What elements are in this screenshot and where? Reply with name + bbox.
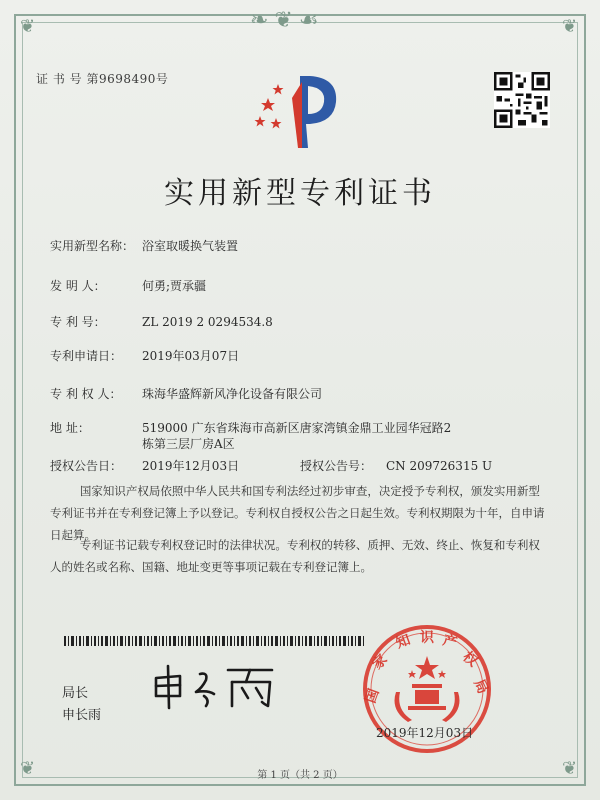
svg-text:权: 权 bbox=[459, 648, 481, 671]
field-label: 地 址： bbox=[50, 421, 90, 435]
field-row-address bbox=[50, 420, 451, 436]
top-ornament-icon: ❧❦☙ bbox=[250, 8, 325, 33]
svg-text:局: 局 bbox=[470, 676, 491, 697]
field-value: 珠海华盛辉新风净化设备有限公司 bbox=[142, 387, 323, 401]
field-row-name bbox=[50, 238, 238, 254]
svg-text:识: 识 bbox=[420, 630, 434, 646]
svg-text:国: 国 bbox=[362, 686, 383, 706]
field-value: 519000 广东省珠海市高新区唐家湾镇金鼎工业园华冠路2 bbox=[142, 421, 452, 435]
barcode-icon bbox=[64, 636, 364, 646]
seal-date: 2019年12月03日 bbox=[376, 726, 474, 740]
field-label: 专利申请日： bbox=[50, 349, 123, 363]
svg-text:知: 知 bbox=[393, 631, 413, 652]
field-row-grant-number bbox=[300, 458, 492, 474]
field-label: 发 明 人： bbox=[50, 279, 106, 293]
field-label: 实用新型名称： bbox=[50, 239, 135, 253]
page-footer: 第 1 页（共 2 页） bbox=[257, 770, 343, 781]
field-value: ZL 2019 2 0294534.8 bbox=[142, 315, 273, 329]
director-name: 申长雨 bbox=[62, 708, 102, 723]
field-label: 专 利 号： bbox=[50, 315, 106, 329]
certificate-number: 证 书 号 第9698490号 bbox=[36, 72, 169, 86]
qr-code-icon bbox=[494, 72, 550, 128]
cnipa-logo-icon bbox=[248, 68, 348, 152]
field-row-patent-number bbox=[50, 314, 273, 330]
statement-paragraph-2: 专利证书记载专利权登记时的法律状况。专利权的转移、质押、无效、终止、恢复和专利权人的姓名或名称、国籍、地址变更等事项记载在专利登记簿上。 bbox=[50, 538, 540, 574]
svg-text:家: 家 bbox=[369, 651, 391, 673]
corner-ornament-icon: ❦ bbox=[20, 758, 36, 779]
field-value: 栋第三层厂房A区 bbox=[142, 437, 235, 451]
corner-ornament-icon: ❦ bbox=[20, 16, 36, 37]
field-row-patentee bbox=[50, 386, 322, 402]
field-row-inventors bbox=[50, 278, 206, 294]
statement-paragraph-1: 国家知识产权局依照中华人民共和国专利法经过初步审查，决定授予专利权，颁发实用新型专利证书并在专利登记簿上予以登记。专利权自授权公告之日起生效。专利权期限为十年，自申请日起算。 bbox=[50, 484, 545, 542]
page-title: 实用新型专利证书 bbox=[164, 176, 436, 211]
field-row-address-cont bbox=[142, 436, 235, 452]
svg-text:产: 产 bbox=[440, 632, 459, 652]
field-value: 何勇;贾承疆 bbox=[142, 279, 207, 293]
field-value: 浴室取暖换气装置 bbox=[142, 239, 239, 253]
corner-ornament-icon: ❦ bbox=[562, 16, 578, 37]
field-value: 2019年03月07日 bbox=[142, 349, 240, 363]
field-label: 授权公告号： bbox=[300, 459, 373, 473]
handwritten-signature-icon bbox=[150, 662, 280, 710]
director-title: 局长 bbox=[62, 686, 89, 701]
field-value: 2019年12月03日 bbox=[142, 459, 240, 473]
field-row-application-date bbox=[50, 348, 239, 364]
field-value: CN 209726315 U bbox=[386, 459, 493, 473]
corner-ornament-icon: ❦ bbox=[562, 758, 578, 779]
field-label: 授权公告日： bbox=[50, 459, 123, 473]
field-label: 专 利 权 人： bbox=[50, 387, 122, 401]
field-row-grant-date bbox=[50, 458, 239, 474]
